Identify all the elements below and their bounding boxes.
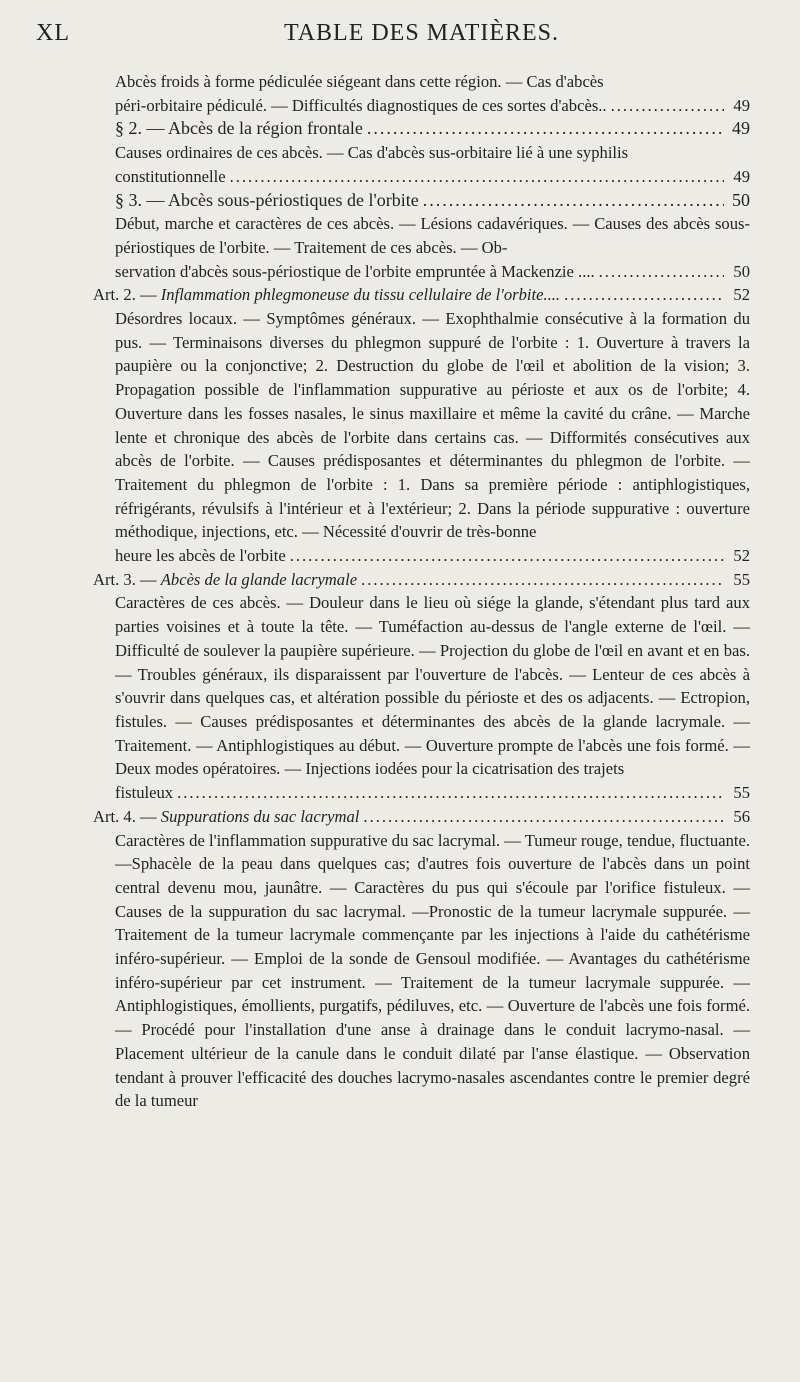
dot-leader <box>564 283 724 307</box>
entry-text: Désordres locaux. — Symptômes généraux. — Exophthalmie consécutive à la formation du pus. — Terminaisons diverses du phlegmon suppuré de l'orbite : 1. Ouverture à travers la paupière ou la conjonctive; 2. Destruction du globe de l'œil et abolition de la vision; 3. Propagation possible de l'inflammation suppurative au périoste et aux os de l'orbite; 4. Ouverture dans les fosses nasales, le sinus maxillaire et même la cavité du crâne. — Marche lente et chronique des abcès de l'orbite dans certains cas. — Difformités consécutives aux abcès de l'orbite. — Causes prédisposantes et déterminantes du phlegmon de l'orbite. — Traitement du phlegmon de l'orbite : 1. Dans sa première période : antiphlogistiques, réfrigérants, révulsifs à l'intérieur et à l'extérieur; 2. Dans la période suppurative : ouverture méthodique, injections, etc. — Nécessité d'ouvrir de très-bonne <box>115 309 750 542</box>
page-header <box>36 20 750 70</box>
entry-text-last: fistuleux <box>115 783 174 803</box>
toc-entry-description <box>93 307 750 568</box>
toc-entry-description <box>93 829 750 1113</box>
entry-line <box>115 781 750 805</box>
page-number: 55 <box>733 569 750 589</box>
page-number: 49 <box>732 118 750 139</box>
entry-text-last: heure les abcès de l'orbite <box>115 546 286 566</box>
toc-article-4[interactable] <box>93 805 750 829</box>
toc-article-2[interactable] <box>93 283 750 307</box>
entry-text-last: péri-orbitaire pédiculé. — Difficultés diagnostiques de ces sortes d'abcès.. <box>115 95 607 115</box>
dot-leader <box>290 544 724 568</box>
entry-text-last: servation d'abcès sous-périostique de l'orbite empruntée à Mackenzie .... <box>115 261 595 281</box>
article-label: Art. 4. — <box>93 806 157 826</box>
dot-leader <box>611 94 724 118</box>
entry-line <box>115 544 750 568</box>
entry-line <box>115 165 750 189</box>
entry-text: Début, marche et caractères de ces abcès. — Lésions cadavériques. — Causes des abcès sous-périostiques de l'orbite. — Traitement de ces abcès. — Ob- <box>115 214 750 257</box>
entry-line <box>115 94 750 118</box>
article-label: Art. 3. — <box>93 569 157 589</box>
toc-section-3[interactable] <box>93 189 750 213</box>
dot-leader <box>599 260 724 284</box>
dot-leader <box>230 165 724 189</box>
page-number: 50 <box>733 261 750 281</box>
article-label: Art. 2. — <box>93 285 157 305</box>
article-title: Inflammation phlegmoneuse du tissu cellulaire de l'orbite.... <box>160 285 561 305</box>
entry-text: Caractères de l'inflammation suppurative du sac lacrymal. — Tumeur rouge, tendue, fluctuante.—Sphacèle de la peau dans quelques cas; d'autres fois ouverture de l'abcès dans un point central devenu mou, jaunâtre. — Caractères du pus qui s'écoule par l'orifice fistuleux. — Causes de la suppuration du sac lacrymal. —Pronostic de la tumeur lacrymale suppurée. — Traitement de la tumeur lacrymale commençante par les injections à l'aide du cathétérisme inféro-supérieur. — Emploi de la sonde de Gensoul modifiée. — Avantages du cathétérisme inféro-supérieur par cet instrument. — Traitement de la tumeur lacrymale suppurée. — Antiphlogistiques, émollients, purgatifs, pédiluves, etc. — Ouverture de l'abcès une fois formé. — Procédé pour l'installation d'une anse à drainage dans le conduit lacrymo-nasal. — Placement ultérieur de la canule dans le conduit dilaté par l'anse élastique. — Observation tendant à prouver l'efficacité des douches lacrymo-nasales ascendantes contre le premier degré de la tumeur <box>115 830 750 1111</box>
section-title: § 2. — Abcès de la région frontale <box>115 118 363 139</box>
dot-leader <box>361 568 724 592</box>
page-number: 55 <box>733 783 750 803</box>
article-title: Suppurations du sac lacrymal <box>160 806 360 826</box>
page-number: 52 <box>733 546 750 566</box>
entry-text: Abcès froids à forme pédiculée siégeant dans cette région. — Cas d'abcès <box>115 72 604 91</box>
entry-text: Causes ordinaires de ces abcès. — Cas d'abcès sus-orbitaire lié à une syphilis <box>115 143 629 163</box>
toc-entry-description <box>93 591 750 804</box>
entry-text: Caractères de ces abcès. — Douleur dans le lieu où siége la glande, s'étendant plus tard aux parties voisines et à toute la tête. — Tuméfaction au-dessus de l'angle externe de l'œil. — Difficulté de soulever la paupière supérieure. — Projection du globe de l'œil en avant et en bas. — Troubles généraux, ils disparaissent par l'ouverture de l'abcès. — Lenteur de ces abcès à s'ouvrir dans quelques cas, et altération possible du périoste et des os adjacents. — Ectropion, fistules. — Causes prédisposantes et déterminantes des abcès de la glande lacrymale. — Traitement. — Antiphlogistiques au début. — Ouverture prompte de l'abcès une fois formé. — Deux modes opératoires. — Injections iodées pour la cicatrisation des trajets <box>115 593 750 779</box>
toc-entry-description <box>93 212 750 283</box>
section-title: § 3. — Abcès sous-périostiques de l'orbite <box>115 189 419 210</box>
dot-leader <box>177 781 724 805</box>
dot-leader <box>367 117 724 141</box>
dot-leader <box>423 189 724 213</box>
toc-article-3[interactable] <box>93 568 750 592</box>
entry-line <box>115 260 750 284</box>
page-folio: XL <box>36 20 70 46</box>
page-number: 56 <box>733 806 750 826</box>
dot-leader <box>363 805 724 829</box>
page-number: 52 <box>733 285 750 305</box>
toc-entry-description <box>93 141 750 188</box>
entry-text-last: constitutionnelle <box>115 166 226 186</box>
page-number: 49 <box>733 95 750 115</box>
page-number: 49 <box>733 166 750 186</box>
toc-section-2[interactable] <box>93 117 750 141</box>
running-title: TABLE DES MATIÈRES. <box>283 20 560 46</box>
article-title: Abcès de la glande lacrymale <box>160 569 358 589</box>
toc-entry-description <box>93 70 750 117</box>
page-number: 50 <box>732 189 750 210</box>
